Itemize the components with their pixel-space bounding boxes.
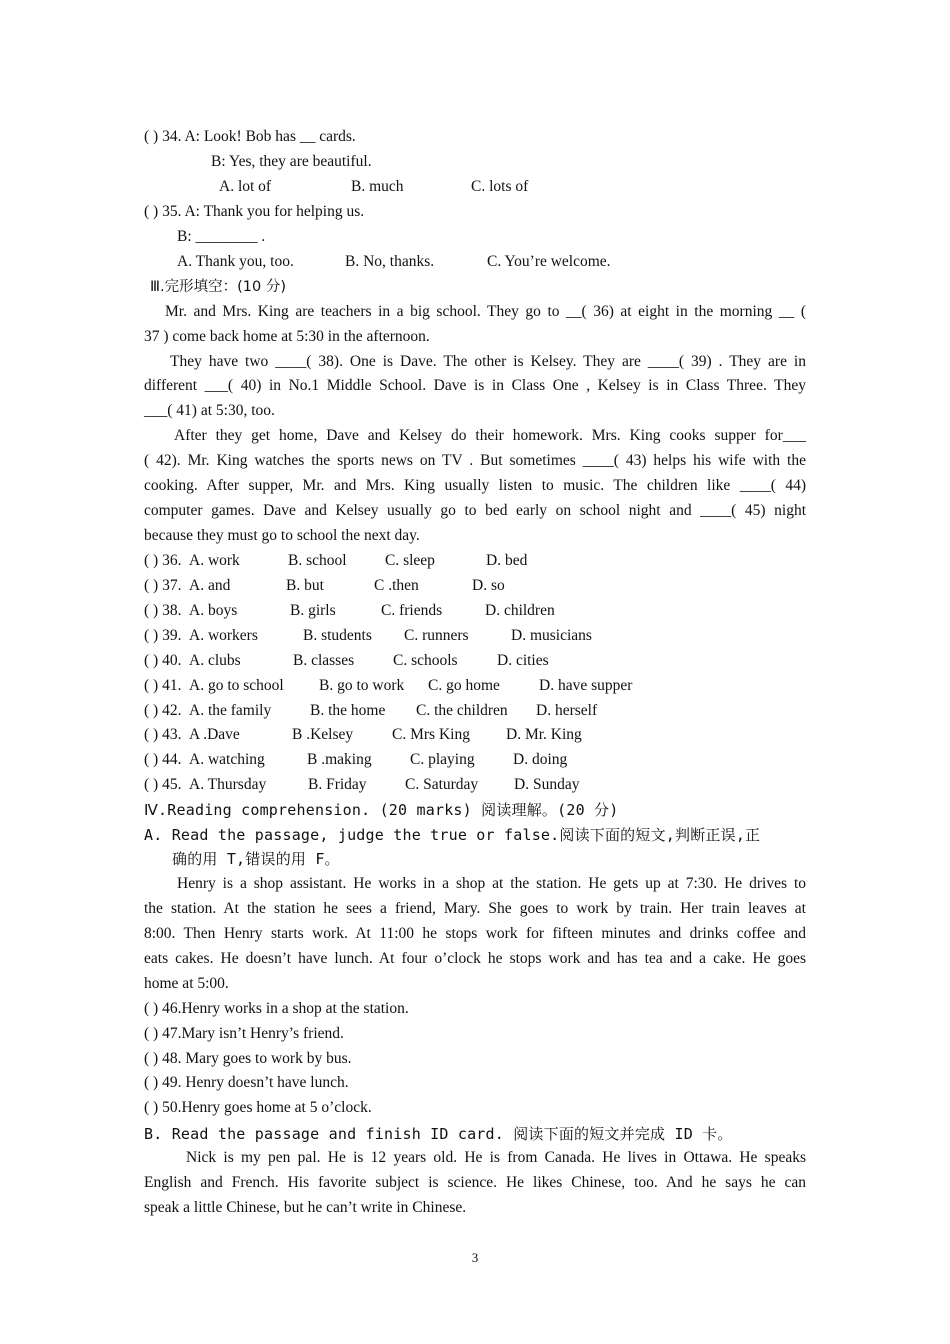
option: A .Dave [189,726,240,743]
true-false-statement: ( ) 47.Mary isn’t Henry’s friend. [144,1025,344,1042]
cloze-passage-line: ( 42). Mr. King watches the sports news on TV . But sometimes ____( 43) helps his wife with the [144,452,806,469]
option: A. workers [189,627,258,644]
reading-b-passage-line: Nick is my pen pal. He is 12 years old. He is from Canada. He lives in Ottawa. He speaks [186,1149,806,1166]
cloze-passage-line: ___( 41) at 5:30, too. [144,402,275,419]
option: B. but [286,577,324,594]
reading-a-passage-line: the station. At the station he sees a friend, Mary. She goes to work by train. Her train leaves at [144,900,806,917]
cloze-passage-line: computer games. Dave and Kelsey usually go to bed early on school night and ____( 45) night [144,502,806,519]
question-34-reply: B: Yes, they are beautiful. [211,153,372,170]
cloze-passage-line: Mr. and Mrs. King are teachers in a big school. They go to __( 36) at eight in the morning __ ( [165,303,806,320]
option: C. schools [393,652,458,669]
option: C. sleep [385,552,435,569]
question-number: ( ) 41. [144,677,182,694]
option: C. friends [381,602,443,619]
option: D. doing [513,751,568,768]
option: C. Saturday [405,776,479,793]
option: D. have supper [539,677,633,694]
question-number: ( ) 43. [144,726,182,743]
question-number: ( ) 45. [144,776,182,793]
option: B. girls [290,602,336,619]
option: D. Mr. King [506,726,582,743]
option: D. cities [497,652,549,669]
reading-a-passage-line: eats cakes. He doesn’t have lunch. At four o’clock he stops work and has tea and a cake. He goes [144,950,806,967]
section-4-heading: Ⅳ.Reading comprehension. (20 marks) 阅读理解。(20 分) [144,801,619,819]
option: A. the family [189,702,272,719]
option: C. playing [410,751,475,768]
question-34-stem: ( ) 34. A: Look! Bob has __ cards. [144,128,356,145]
option: A. boys [189,602,238,619]
option: A. lot of [219,178,272,195]
option: B. Friday [308,776,367,793]
option: A. clubs [189,652,241,669]
true-false-statement: ( ) 46.Henry works in a shop at the station. [144,1000,409,1017]
option: C .then [374,577,419,594]
reading-b-passage-line: English and French. His favorite subject is science. He likes Chinese, too. And he says he can [144,1174,806,1191]
option: A. go to school [189,677,284,694]
question-number: ( ) 40. [144,652,182,669]
option: C. go home [428,677,500,694]
part-a-instruction: 确的用 T,错误的用 F。 [172,850,340,868]
option: B. the home [310,702,386,719]
question-number: ( ) 37. [144,577,182,594]
page-number: 3 [471,1250,479,1265]
question-number: ( ) 38. [144,602,182,619]
cloze-passage-line: 37 ) come back home at 5:30 in the afternoon. [144,328,430,345]
option: B. much [351,178,404,195]
option: B. school [288,552,347,569]
option: D. so [472,577,505,594]
question-number: ( ) 39. [144,627,182,644]
cloze-passage-line: They have two ____( 38). One is Dave. The other is Kelsey. They are ____( 39) . They are in [170,353,806,370]
option: B. No, thanks. [345,253,435,270]
section-3-heading: Ⅲ.完形填空：(10 分) [150,279,286,295]
true-false-statement: ( ) 50.Henry goes home at 5 o’clock. [144,1099,372,1116]
option: D. herself [536,702,598,719]
option: D. Sunday [514,776,580,793]
part-a-instruction: A. Read the passage, judge the true or false.阅读下面的短文,判断正误,正 [144,826,761,844]
option: D. children [485,602,555,619]
option: C. Mrs King [392,726,470,743]
option: A. work [189,552,240,569]
option: B .Kelsey [292,726,354,743]
option: B. go to work [319,677,405,694]
option: A. Thursday [189,776,267,793]
question-35-reply: B: ________ . [177,228,266,245]
option: C. You’re welcome. [487,253,611,270]
option: B. classes [293,652,355,669]
question-number: ( ) 44. [144,751,182,768]
reading-a-passage-line: home at 5:00. [144,975,229,992]
question-35-stem: ( ) 35. A: Thank you for helping us. [144,203,365,220]
cloze-passage-line: different ___( 40) in No.1 Middle School. Dave is in Class One , Kelsey is in Class Three. They [144,377,806,394]
cloze-passage-line: After they get home, Dave and Kelsey do their homework. Mrs. King cooks supper for___ [174,427,806,444]
true-false-statement: ( ) 48. Mary goes to work by bus. [144,1050,352,1067]
true-false-statement: ( ) 49. Henry doesn’t have lunch. [144,1074,349,1091]
option: D. musicians [511,627,592,644]
option: C. lots of [471,178,529,195]
option: D. bed [486,552,528,569]
cloze-passage-line: because they must go to school the next day. [144,527,420,544]
option: A. and [189,577,231,594]
cloze-passage-line: cooking. After supper, Mr. and Mrs. King usually listen to music. The children like ____( 44) [144,477,806,494]
option: A. watching [189,751,265,768]
option: A. Thank you, too. [177,253,294,270]
option: B. students [303,627,372,644]
part-b-instruction: B. Read the passage and finish ID card. 阅读下面的短文并完成 ID 卡。 [144,1125,733,1143]
option: C. the children [416,702,508,719]
option: B .making [307,751,372,768]
question-number: ( ) 42. [144,702,182,719]
reading-a-passage-line: Henry is a shop assistant. He works in a shop at the station. He gets up at 7:30. He drives to [177,875,806,892]
question-number: ( ) 36. [144,552,182,569]
reading-a-passage-line: 8:00. Then Henry starts work. At 11:00 he stops work for fifteen minutes and drinks coffee and [144,925,806,942]
option: C. runners [404,627,469,644]
reading-b-passage-line: speak a little Chinese, but he can’t write in Chinese. [144,1199,467,1216]
